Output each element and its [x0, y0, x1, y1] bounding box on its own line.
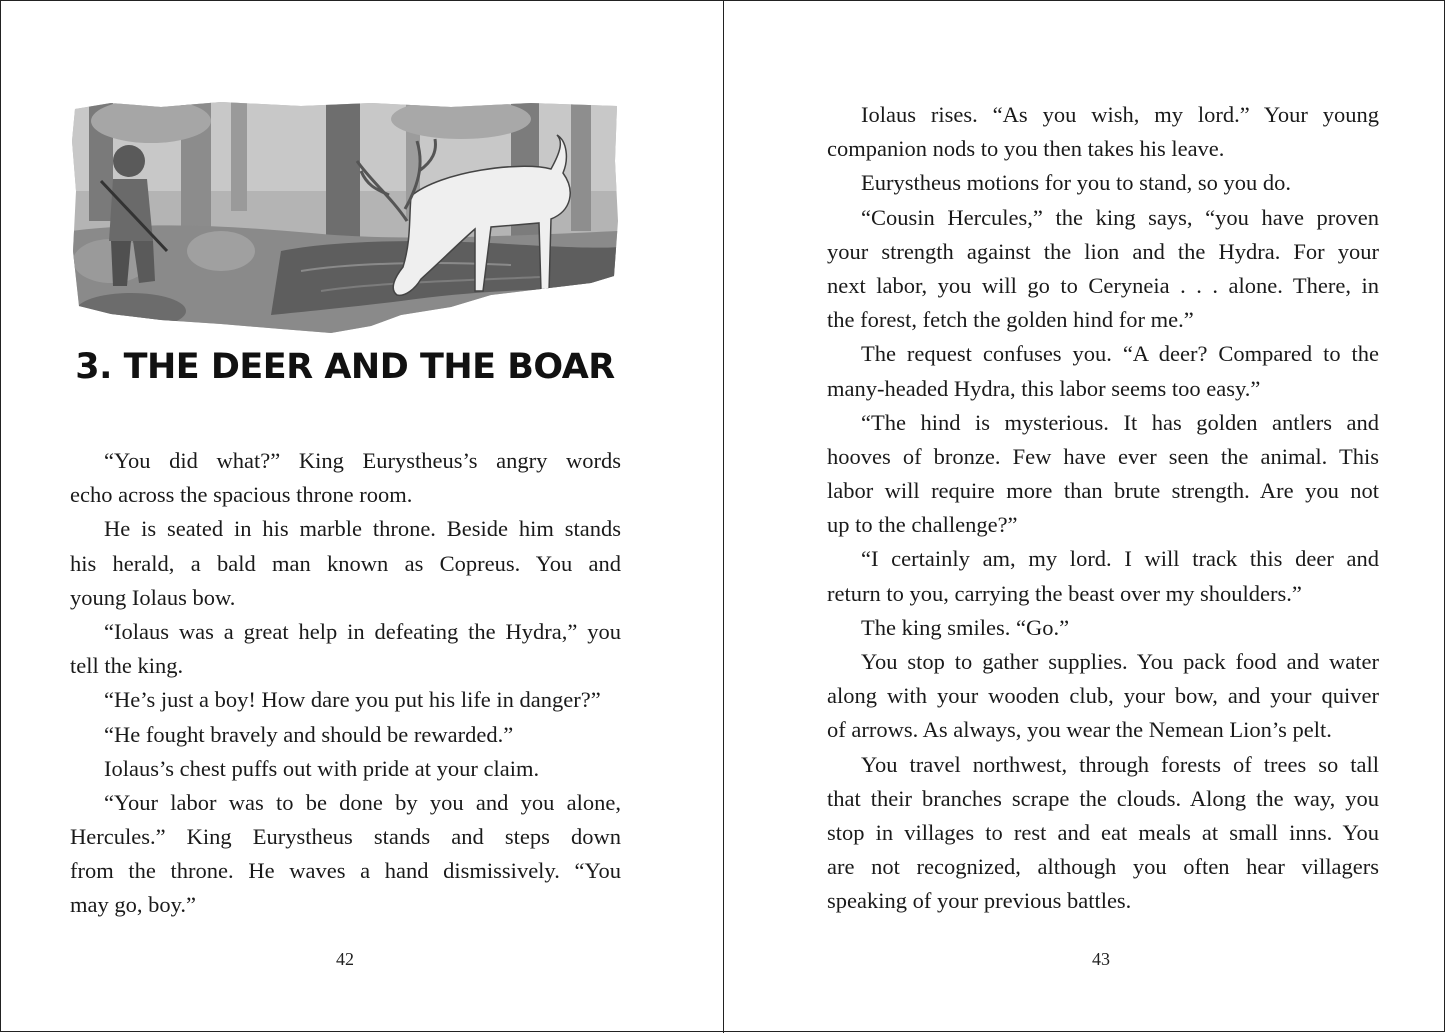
text-line: “You did what?” King Eurystheus’s angry words: [104, 448, 621, 473]
text-line: many-headed Hydra, this labor seems too easy.”: [827, 375, 1261, 401]
page-number: 42: [336, 949, 354, 969]
text-line: hooves of bronze. Few have ever seen the animal. This: [827, 443, 1379, 469]
right-page-text: [827, 98, 1379, 919]
text-line: “Iolaus was a great help in defeating the Hydra,” you: [104, 618, 621, 644]
text-line: The king smiles. “Go.”: [861, 614, 1070, 640]
text-line: of arrows. As always, you wear the Nemean Lion’s pelt.: [827, 717, 1332, 743]
text-line: are not recognized, although you often hear villagers: [827, 854, 1379, 880]
text-line: Iolaus’s chest puffs out with pride at your claim.: [104, 755, 540, 781]
text-line: Eurystheus motions for you to stand, so you do.: [861, 170, 1291, 196]
text-line: along with your wooden club, your bow, and your quiver: [827, 683, 1379, 709]
text-line: labor will require more than brute strength. Are you not: [827, 478, 1379, 504]
text-line: that their branches scrape the clouds. Along the way, you: [827, 785, 1379, 811]
text-line: the forest, fetch the golden hind for me.”: [827, 307, 1194, 333]
text-line: tell the king.: [70, 653, 184, 679]
text-line: “I certainly am, my lord. I will track this deer and: [861, 546, 1379, 572]
chapter-illustration: [71, 101, 619, 337]
text-line: stop in villages to rest and eat meals at small inns. You: [827, 819, 1379, 845]
text-line: You stop to gather supplies. You pack food and water: [861, 649, 1379, 674]
text-line: “Your labor was to be done by you and you alone,: [104, 789, 621, 815]
text-line: his herald, a bald man known as Copreus. You and: [70, 550, 621, 576]
text-line: your strength against the lion and the Hydra. For your: [827, 238, 1379, 264]
text-line: “He fought bravely and should be rewarded.”: [104, 721, 514, 747]
text-line: companion nods to you then takes his leave.: [827, 136, 1225, 162]
text-line: may go, boy.”: [70, 892, 197, 918]
text-line: up to the challenge?”: [827, 512, 1018, 538]
text-line: Iolaus rises. “As you wish, my lord.” Your young: [861, 102, 1379, 127]
text-line: The request confuses you. “A deer? Compared to the: [861, 341, 1379, 367]
left-page-text: [70, 444, 621, 923]
text-line: speaking of your previous battles.: [827, 888, 1132, 914]
text-line: You travel northwest, through forests of trees so tall: [861, 751, 1379, 777]
text-line: young Iolaus bow.: [70, 584, 236, 610]
text-line: echo across the spacious throne room.: [70, 482, 413, 508]
text-line: from the throne. He waves a hand dismissively. “You: [70, 858, 621, 884]
text-line: next labor, you will go to Ceryneia . . . alone. There, in: [827, 272, 1379, 298]
text-line: “Cousin Hercules,” the king says, “you have proven: [861, 204, 1379, 230]
text-line: return to you, carrying the beast over my shoulders.”: [827, 580, 1302, 606]
text-line: “He’s just a boy! How dare you put his life in danger?”: [104, 687, 601, 713]
text-line: He is seated in his marble throne. Beside him stands: [104, 516, 621, 542]
right-page: [724, 1, 1445, 1033]
chapter-title: 3. THE DEER AND THE BOAR: [75, 347, 615, 387]
left-page: [1, 1, 723, 1033]
text-line: “The hind is mysterious. It has golden antlers and: [861, 409, 1379, 435]
page-number: 43: [1092, 949, 1110, 969]
text-line: Hercules.” King Eurystheus stands and steps down: [70, 824, 621, 850]
